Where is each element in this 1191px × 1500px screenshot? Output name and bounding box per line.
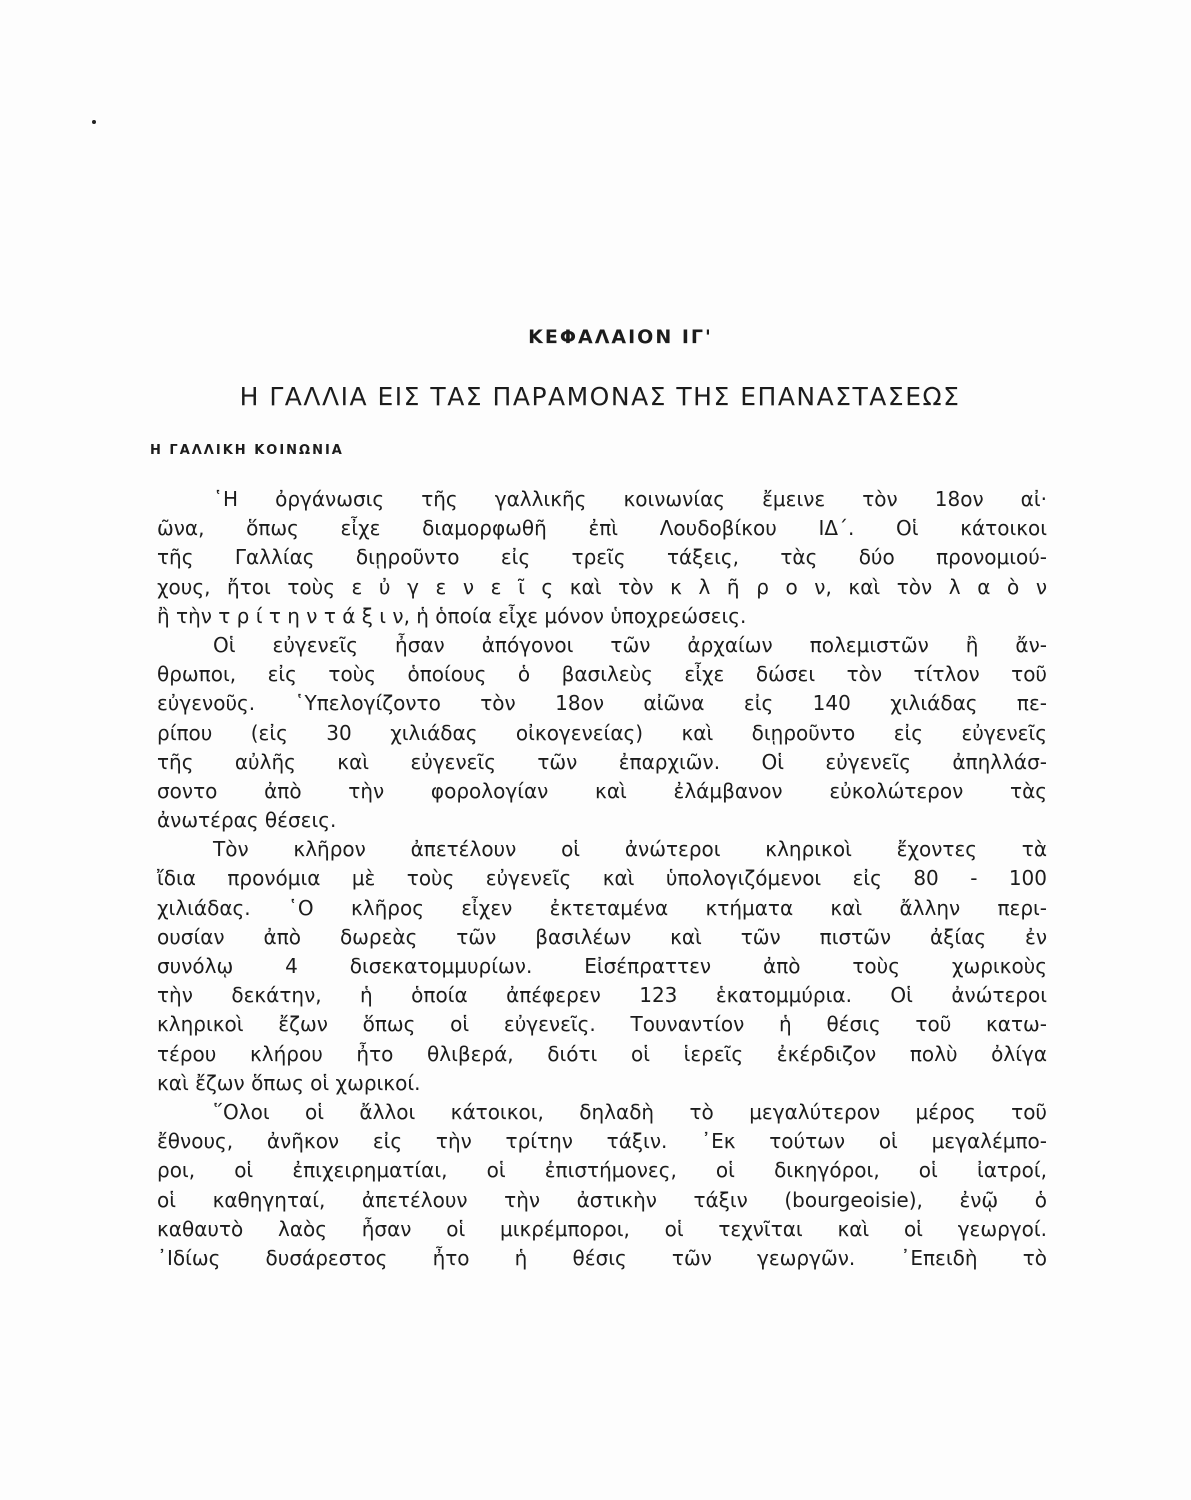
text-line: ουσίαν ἀπὸ δωρεὰς τῶν βασιλέων καὶ τῶν πιστῶν ἀξίας ἐν [157,924,1047,949]
text-line: ἀνωτέρας θέσεις. [157,808,337,833]
text-line: χους, ἤτοι τοὺς ε ὐ γ ε ν ε ῖ ς καὶ τὸν κ λ ῆ ρ ο ν, καὶ τὸν λ α ὸ ν [157,574,1047,599]
text-line: Οἱ εὐγενεῖς ἦσαν ἀπόγονοι τῶν ἀρχαίων πολεμιστῶν ἢ ἄν- [213,632,1047,657]
text-line: Τὸν κλῆρον ἀπετέλουν οἱ ἀνώτεροι κληρικοὶ ἔχοντες τὰ [213,837,1047,862]
text-line: ἢ τὴν τ ρ ί τ η ν τ ά ξ ι ν, ἡ ὁποία εἶχε μόνον ὑποχρεώσεις. [157,603,747,628]
text-line: κληρικοὶ ἔζων ὅπως οἱ εὐγενεῖς. Τουναντίον ἡ θέσις τοῦ κατω- [157,1012,1047,1037]
text-line: ἔθνους, ἀνῆκον εἰς τὴν τρίτην τάξιν. ᾿Εκ τούτων οἱ μεγαλέμπο- [157,1129,1047,1154]
section-heading: Η ΓΑΛΛΙΚΗ ΚΟΙΝΩΝΙΑ [150,443,344,458]
text-line: ᾿Ιδίως δυσάρεστος ἦτο ἡ θέσις τῶν γεωργῶν. ᾿Επειδὴ τὸ [157,1245,1047,1270]
text-line: καθαυτὸ λαὸς ἦσαν οἱ μικρέμποροι, οἱ τεχνῖται καὶ οἱ γεωργοί. [157,1216,1047,1241]
body-text [157,485,1047,1273]
text-line: ἴδια προνόμια μὲ τοὺς εὐγενεῖς καὶ ὑπολογιζόμενοι εἰς 80 - 100 [157,866,1047,891]
text-line: χιλιάδας. ῾Ο κλῆρος εἶχεν ἐκτεταμένα κτήματα καὶ ἄλλην περι- [157,895,1047,920]
text-line: ῶνα, ὅπως εἶχε διαμορφωθῆ ἐπὶ Λουδοβίκου ΙΔ΄. Οἱ κάτοικοι [157,516,1047,541]
chapter-title: Η ΓΑΛΛΙΑ ΕΙΣ ΤΑΣ ΠΑΡΑΜΟΝΑΣ ΤΗΣ ΕΠΑΝΑΣΤΑΣΕΩΣ [239,382,961,411]
text-line: θρωποι, εἰς τοὺς ὁποίους ὁ βασιλεὺς εἶχε δώσει τὸν τίτλον τοῦ [157,662,1047,687]
text-line: τέρου κλήρου ἦτο θλιβερά, διότι οἱ ἱερεῖς ἐκέρδιζον πολὺ ὀλίγα [157,1041,1047,1066]
margin-dot [92,120,96,124]
text-line: ροι, οἱ ἐπιχειρηματίαι, οἱ ἐπιστήμονες, οἱ δικηγόροι, οἱ ἰατροί, [157,1158,1047,1183]
text-line: συνόλῳ 4 δισεκατομμυρίων. Εἰσέπραττεν ἀπὸ τοὺς χωρικοὺς [157,954,1047,978]
text-line: εὐγενοῦς. ῾Υπελογίζοντο τὸν 18ον αἰῶνα εἰς 140 χιλιάδας πε- [157,691,1047,716]
text-line: ῾Η ὀργάνωσις τῆς γαλλικῆς κοινωνίας ἔμεινε τὸν 18ον αἰ· [213,487,1047,511]
text-line: σοντο ἀπὸ τὴν φορολογίαν καὶ ἐλάμβανον εὐκολώτερον τὰς [157,778,1047,803]
text-line: καὶ ἔζων ὅπως οἱ χωρικοί. [157,1070,421,1095]
text-line: ρίπου (εἰς 30 χιλιάδας οἰκογενείας) καὶ διῃροῦντο εἰς εὐγενεῖς [157,720,1047,745]
text-line: τὴν δεκάτην, ἡ ὁποία ἀπέφερεν 123 ἑκατομμύρια. Οἱ ἀνώτεροι [157,983,1047,1008]
text-line: οἱ καθηγηταί, ἀπετέλουν τὴν ἀστικὴν τάξιν (bourgeoisie), ἐνῷ ὁ [157,1187,1047,1212]
text-line: τῆς Γαλλίας διῃροῦντο εἰς τρεῖς τάξεις, τὰς δύο προνομιού- [157,545,1047,570]
chapter-label: ΚΕΦΑΛΑΙΟΝ ΙΓ' [528,326,713,348]
text-line: τῆς αὐλῆς καὶ εὐγενεῖς τῶν ἐπαρχιῶν. Οἱ εὐγενεῖς ἀπηλλάσ- [157,749,1047,774]
text-line: ῞Ολοι οἱ ἄλλοι κάτοικοι, δηλαδὴ τὸ μεγαλύτερον μέρος τοῦ [213,1099,1047,1124]
